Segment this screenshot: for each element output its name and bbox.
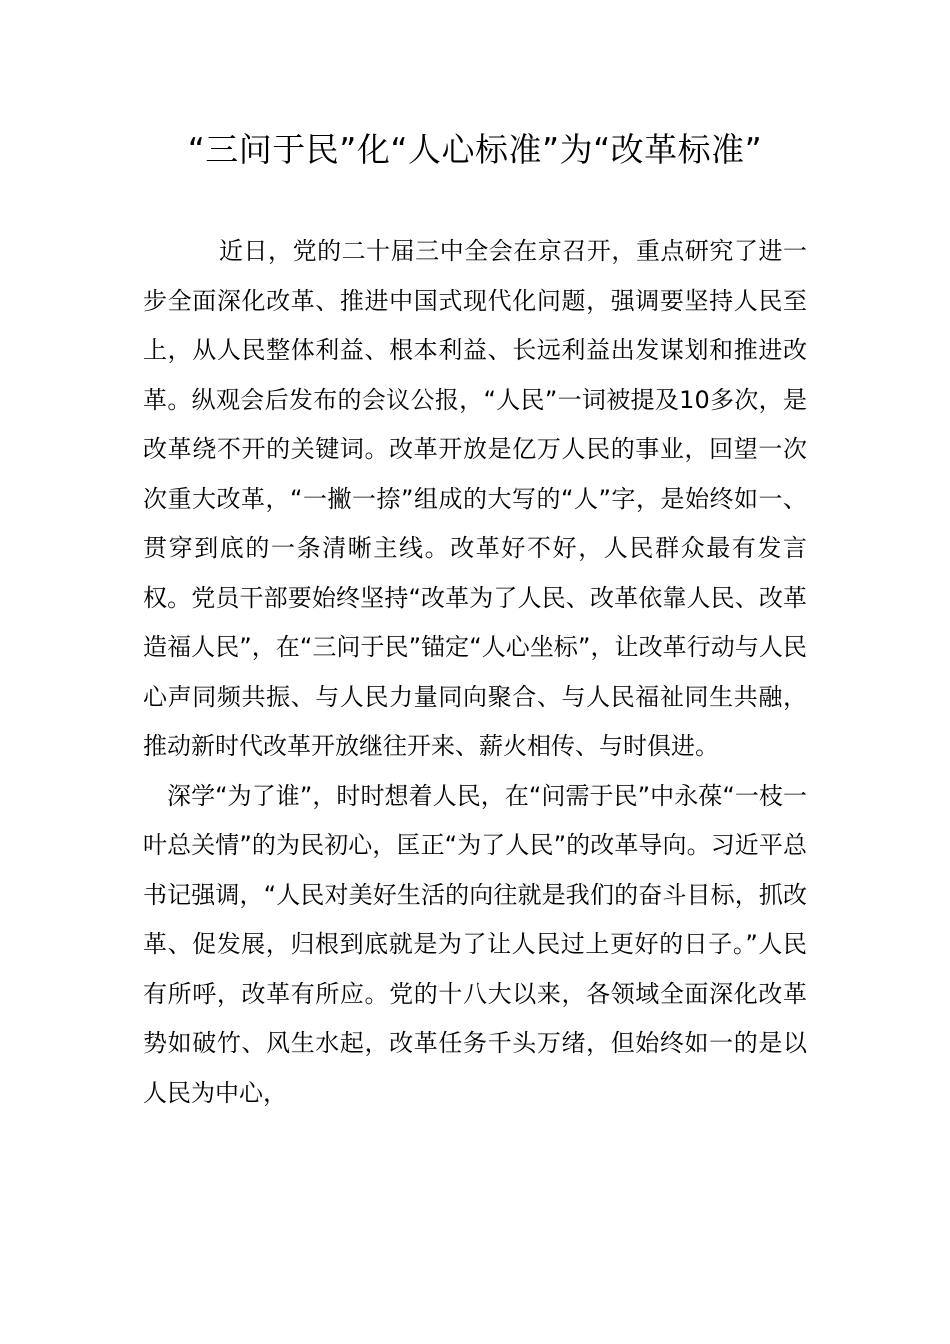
document-body	[143, 227, 807, 1118]
document-title: “三问于民”化“人心标准”为“改革标准”	[187, 130, 763, 169]
paragraph-2: 深学“为了谁”，时时想着人民，在“问需于民”中永葆“一枝一叶总关情”的为民初心，匡正“为了人民”的改革导向。习近平总书记强调，“人民对美好生活的向往就是我们的奋斗目标，抓改革、促发展，归根到底就是为了让人民过上更好的日子。”人民有所呼，改革有所应。党的十八大以来，各领域全面深化改革势如破竹、风生水起，改革任务千头万绪，但始终如一的是以人民为中心，	[143, 781, 807, 1107]
paragraph-1: 近日，党的二十届三中全会在京召开，重点研究了进一步全面深化改革、推进中国式现代化问题，强调要坚持人民至上，从人民整体利益、根本利益、长远利益出发谋划和推进改革。纵观会后发布的会议公报，“人民”一词被提及10多次，是改革绕不开的关键词。改革开放是亿万人民的事业，回望一次次重大改革，“一撇一捺”组成的大写的“人”字，是始终如一、贯穿到底的一条清晰主线。改革好不好，人民群众最有发言权。党员干部要始终坚持“改革为了人民、改革依靠人民、改革造福人民”，在“三问于民”锚定“人心坐标”，让改革行动与人民心声同频共振、与人民力量同向聚合、与人民福祉同生共融，推动新时代改革开放继往开来、薪火相传、与时俱进。	[143, 237, 807, 760]
